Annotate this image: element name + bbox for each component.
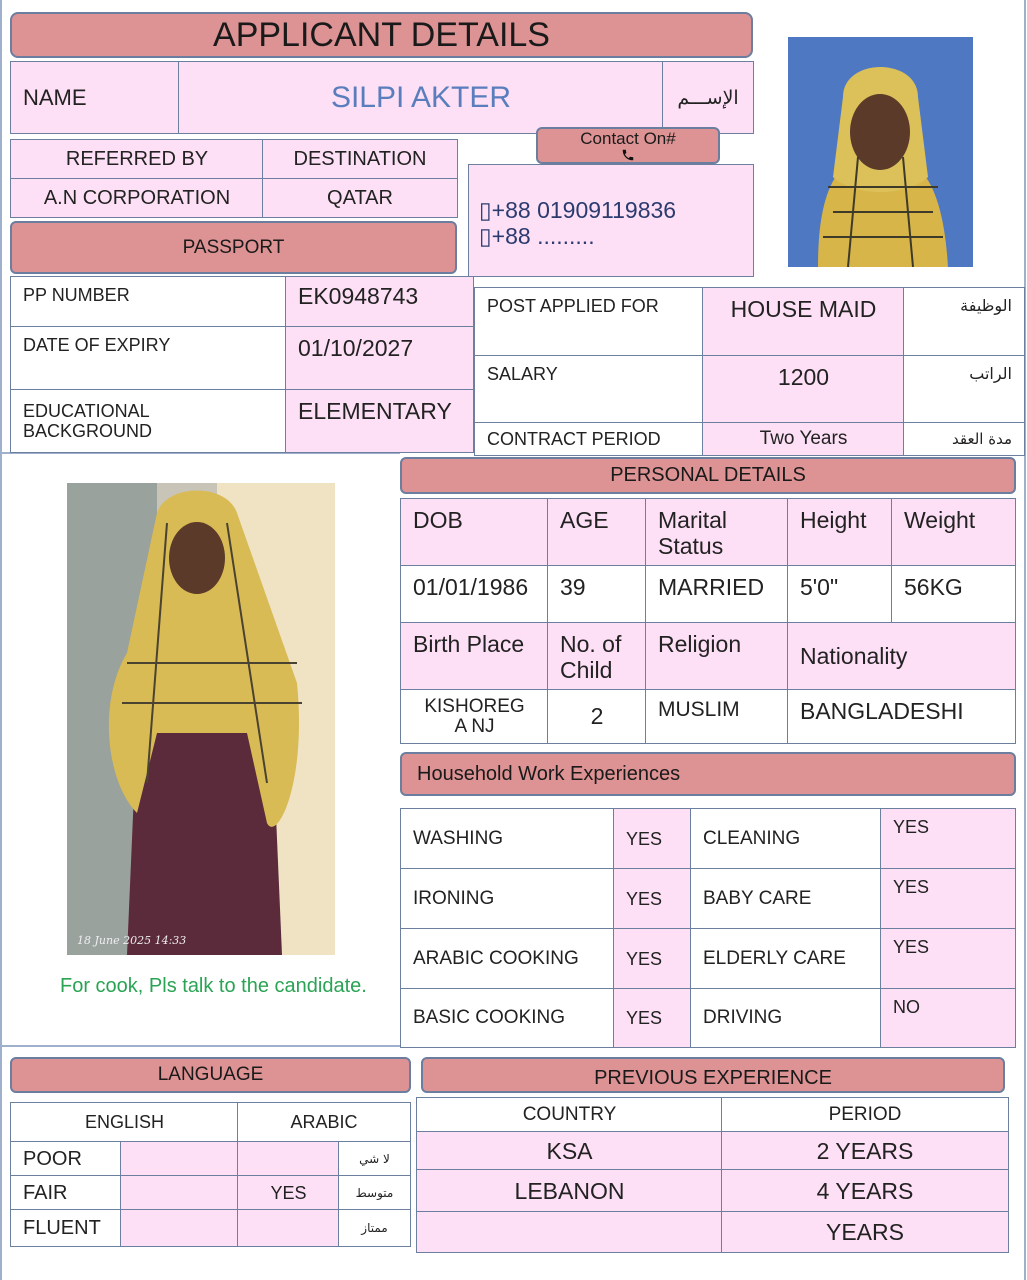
country-label: COUNTRY [416,1097,723,1133]
referred-by-value: A.N CORPORATION [10,178,264,218]
birthplace-value: KISHOREGA NJ [400,689,549,744]
household-right-label: BABY CARE [690,868,882,930]
household-left-value: YES [613,868,692,930]
household-right-value: NO [880,988,1016,1048]
salary-arabic-label: الراتب [903,355,1025,423]
arabic-level-value [237,1209,340,1247]
english-level-value [120,1141,239,1177]
household-right-label: CLEANING [690,808,882,870]
household-left-value: YES [613,988,692,1048]
weight-value: 56KG [891,565,1016,623]
page-right-edge [1024,0,1026,1280]
household-left-label: BASIC COOKING [400,988,615,1048]
dob-value: 01/01/1986 [400,565,549,623]
portrait-illustration [788,37,973,267]
full-body-photo [67,483,335,955]
contact-box [468,164,754,277]
prev-country-value: KSA [416,1131,723,1171]
language-level-label: FAIR [10,1175,122,1211]
pp-number-label: PP NUMBER [10,276,287,327]
name-value: SILPI AKTER [178,61,664,134]
previous-experience-header: PREVIOUS EXPERIENCE [421,1057,1005,1093]
children-label: No. of Child [547,622,647,690]
nationality-label: Nationality [787,622,1016,690]
name-label: NAME [10,61,180,134]
post-label: POST APPLIED FOR [474,287,704,356]
period-label: PERIOD [721,1097,1009,1133]
post-arabic-label: الوظيفة [903,287,1025,356]
referred-by-label: REFERRED BY [10,139,264,179]
dob-label: DOB [400,498,549,566]
household-left-label: WASHING [400,808,615,870]
post-value: HOUSE MAID [702,287,905,356]
arabic-level-value [237,1141,340,1177]
full-body-illustration [67,483,335,955]
arabic-level-label: متوسط [338,1175,411,1211]
language-level-label: FLUENT [10,1209,122,1247]
arabic-label: ARABIC [237,1102,411,1142]
household-right-value: YES [880,808,1016,870]
destination-label: DESTINATION [262,139,458,179]
english-level-value [120,1209,239,1247]
household-right-value: YES [880,868,1016,930]
household-header: Household Work Experiences [400,752,1016,796]
language-header: LANGUAGE [10,1057,411,1093]
height-value: 5'0" [787,565,893,623]
age-value: 39 [547,565,647,623]
contact-header [536,127,720,164]
nationality-value: BANGLADESHI [787,689,1016,744]
page-title: APPLICANT DETAILS [10,12,753,58]
expiry-value: 01/10/2027 [285,326,474,390]
name-arabic-label: الإســـم [662,61,754,134]
phone-1: ▯+88 01909119836 [479,197,677,223]
birthplace-label: Birth Place [400,622,549,690]
contact-header-label: Contact On# [580,128,676,148]
passport-header: PASSPORT [10,221,457,274]
prev-country-value [416,1211,723,1253]
height-label: Height [787,498,893,566]
divider-line [0,1045,400,1047]
household-left-value: YES [613,808,692,870]
english-level-value [120,1175,239,1211]
cook-note: For cook, Pls talk to the candidate. [60,975,367,997]
marital-value: MARRIED [645,565,789,623]
prev-period-value: 2 YEARS [721,1131,1009,1171]
household-right-label: DRIVING [690,988,882,1048]
salary-value: 1200 [702,355,905,423]
education-label: EDUCATIONAL BACKGROUND [10,389,287,453]
children-value: 2 [547,689,647,744]
household-left-label: IRONING [400,868,615,930]
contract-value: Two Years [702,422,905,456]
expiry-label: DATE OF EXPIRY [10,326,287,390]
weight-label: Weight [891,498,1016,566]
english-label: ENGLISH [10,1102,239,1142]
arabic-level-label: ممتاز [338,1209,411,1247]
household-right-value: YES [880,928,1016,990]
portrait-photo [788,37,973,267]
religion-label: Religion [645,622,789,690]
household-left-value: YES [613,928,692,990]
age-label: AGE [547,498,647,566]
prev-period-value: YEARS [721,1211,1009,1253]
pp-number-value: EK0948743 [285,276,474,327]
page-left-edge [0,0,2,1280]
destination-value: QATAR [262,178,458,218]
arabic-level-value: YES [237,1175,340,1211]
personal-details-header: PERSONAL DETAILS [400,457,1016,494]
prev-country-value: LEBANON [416,1169,723,1213]
photo-timestamp: 18 June 2025 14:33 [77,934,187,947]
household-right-label: ELDERLY CARE [690,928,882,990]
education-value: ELEMENTARY [285,389,474,453]
household-left-label: ARABIC COOKING [400,928,615,990]
prev-period-value: 4 YEARS [721,1169,1009,1213]
contract-label: CONTRACT PERIOD [474,422,704,456]
phone-icon [621,148,635,162]
language-level-label: POOR [10,1141,122,1177]
phone-2: ▯+88 ......... [479,223,595,249]
salary-label: SALARY [474,355,704,423]
marital-label: Marital Status [645,498,789,566]
contract-arabic-label: مدة العقد [903,422,1025,456]
religion-value: MUSLIM [645,689,789,744]
arabic-level-label: لا شي [338,1141,411,1177]
